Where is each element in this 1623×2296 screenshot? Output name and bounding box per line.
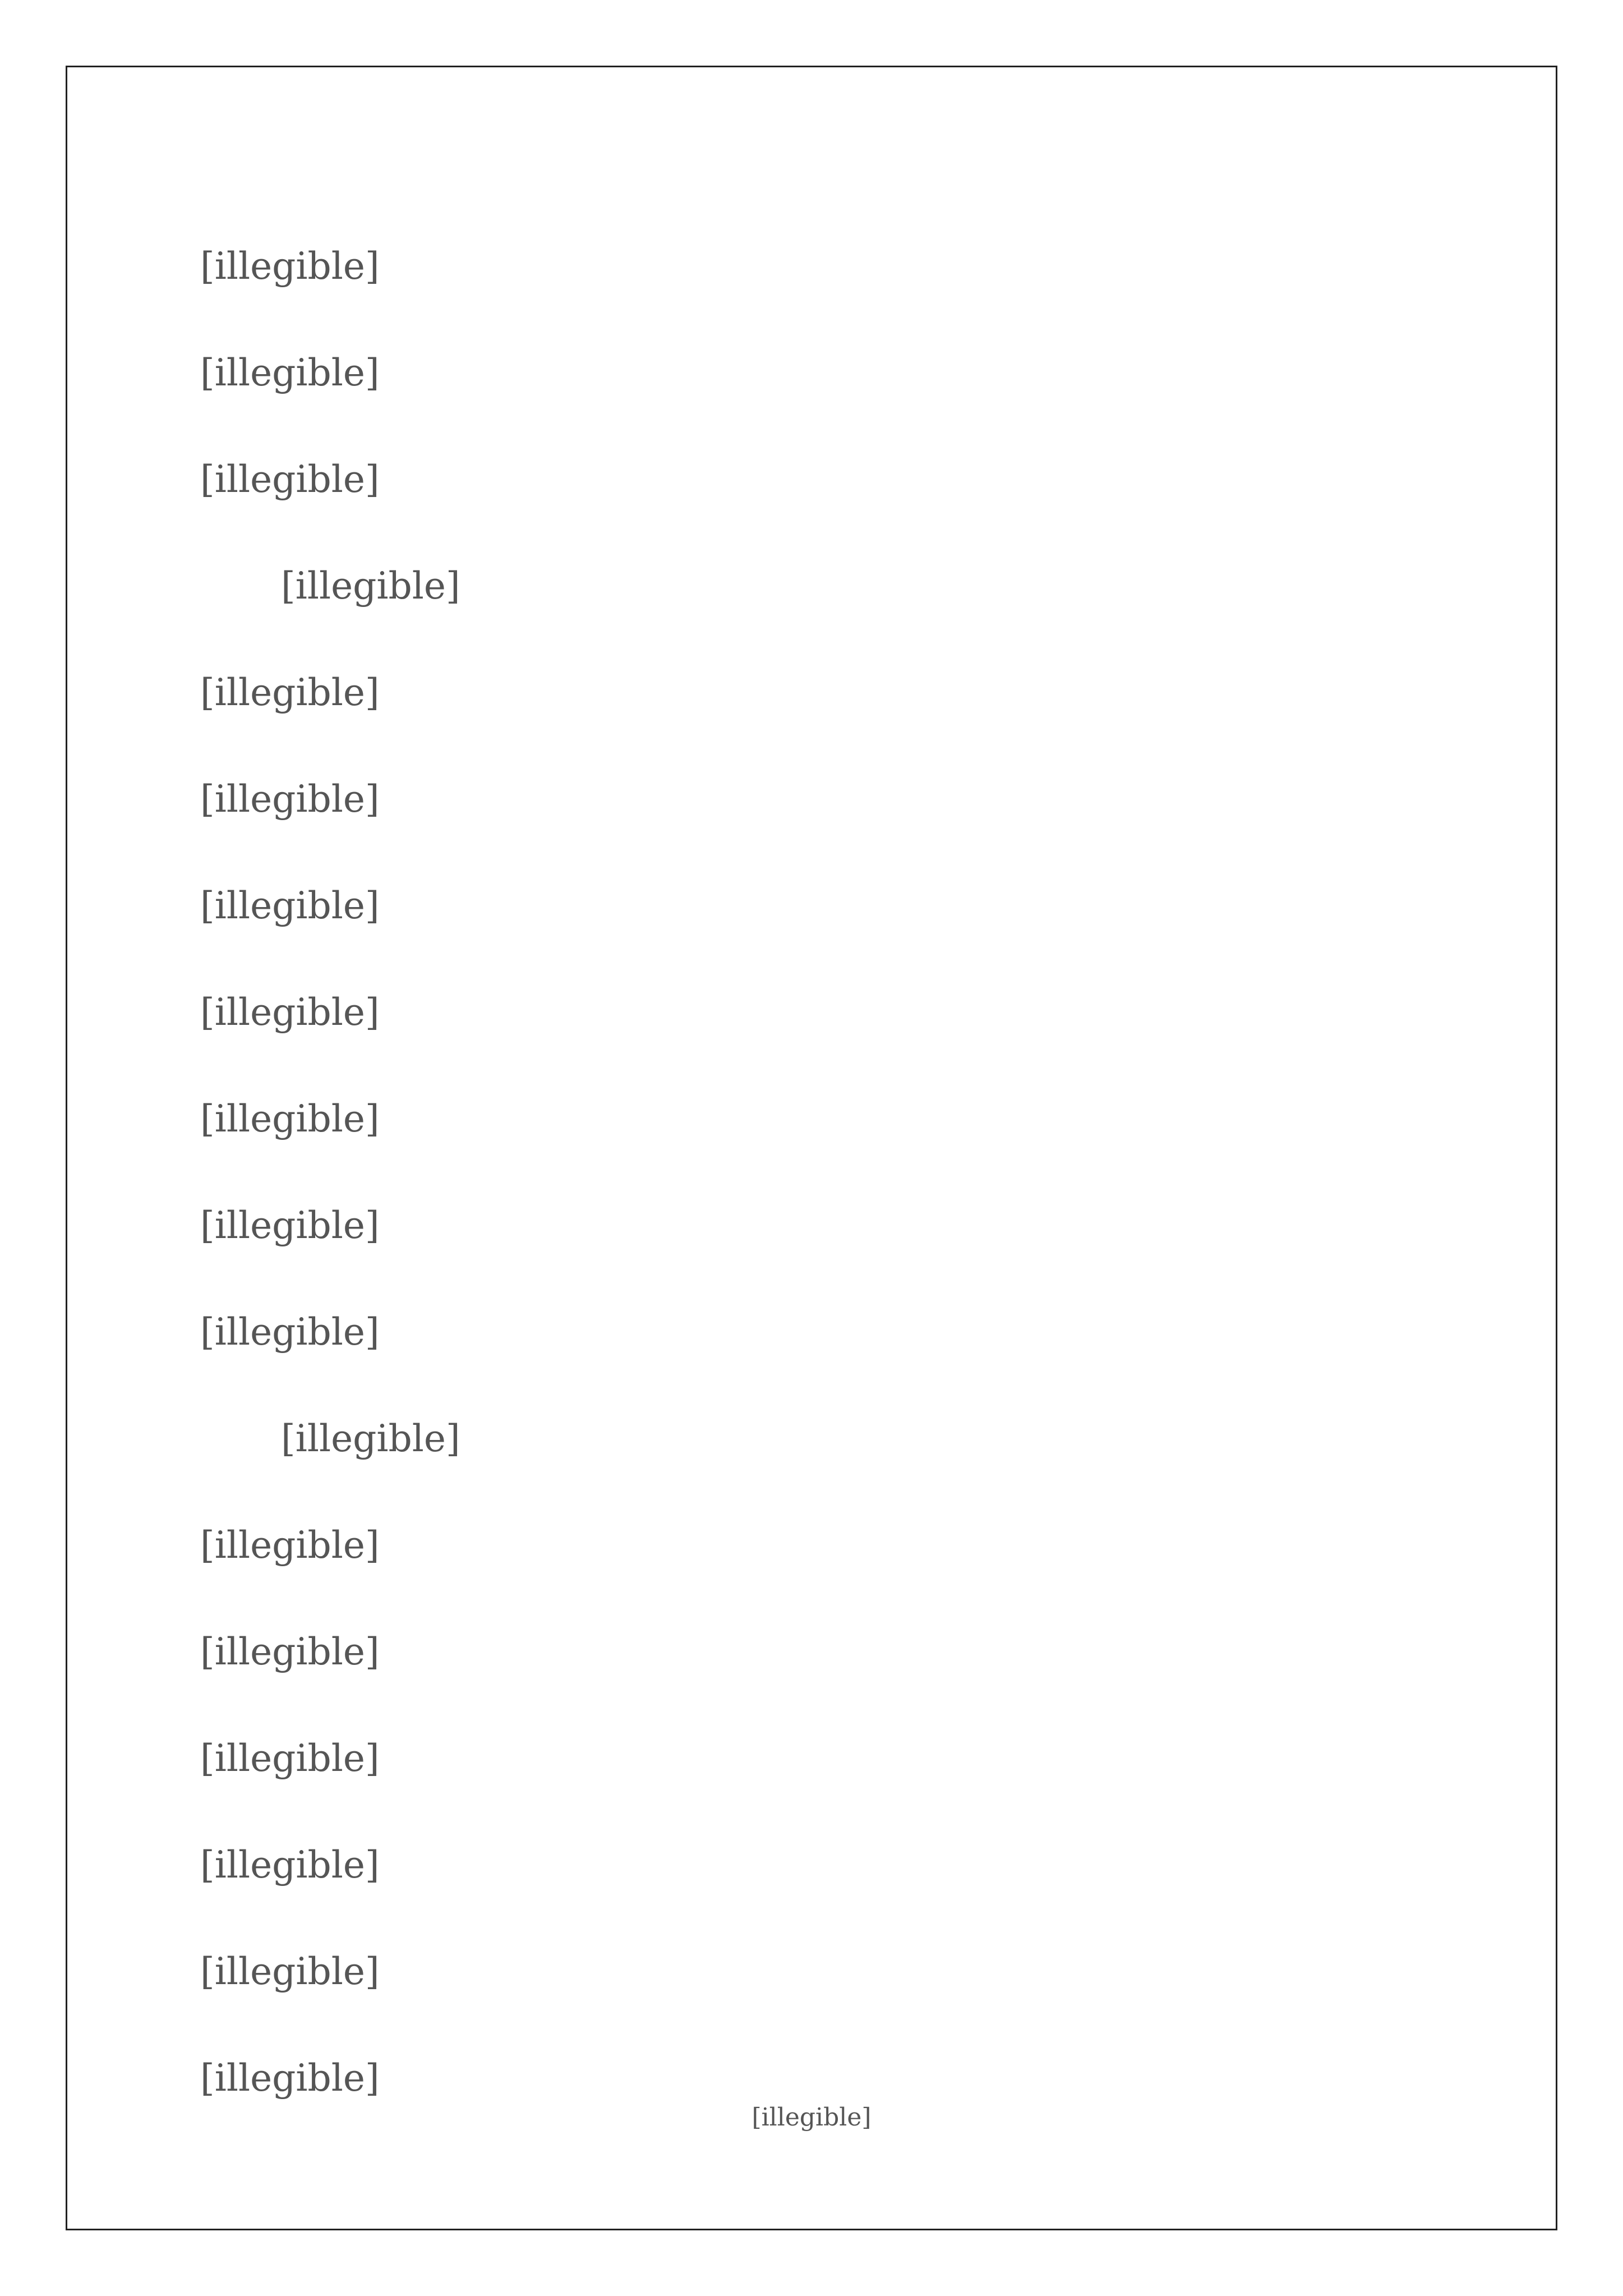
text-line: [illegible] <box>200 458 380 501</box>
text-line: [illegible] <box>200 991 380 1034</box>
text-line: [illegible] <box>200 1204 380 1247</box>
paragraph-first-line: [illegible] <box>281 564 460 608</box>
text-line: [illegible] <box>200 1843 380 1887</box>
text-line: [illegible] <box>200 1310 380 1354</box>
text-line: [illegible] <box>200 1737 380 1780</box>
text-line: [illegible] <box>200 351 380 394</box>
text-line: [illegible] <box>200 1097 380 1140</box>
page-number-footer: [illegible] <box>751 2103 872 2132</box>
text-line: [illegible] <box>200 2056 380 2100</box>
paragraph-first-line: [illegible] <box>281 1417 460 1460</box>
text-line: [illegible] <box>200 1524 380 1567</box>
text-line: [illegible] <box>200 777 380 821</box>
text-line: [illegible] <box>200 245 380 288</box>
text-line: [illegible] <box>200 671 380 714</box>
text-line: [illegible] <box>200 1950 380 1993</box>
text-line: [illegible] <box>200 884 380 927</box>
document-body <box>200 213 1423 2132</box>
text-line: [illegible] <box>200 1630 380 1673</box>
